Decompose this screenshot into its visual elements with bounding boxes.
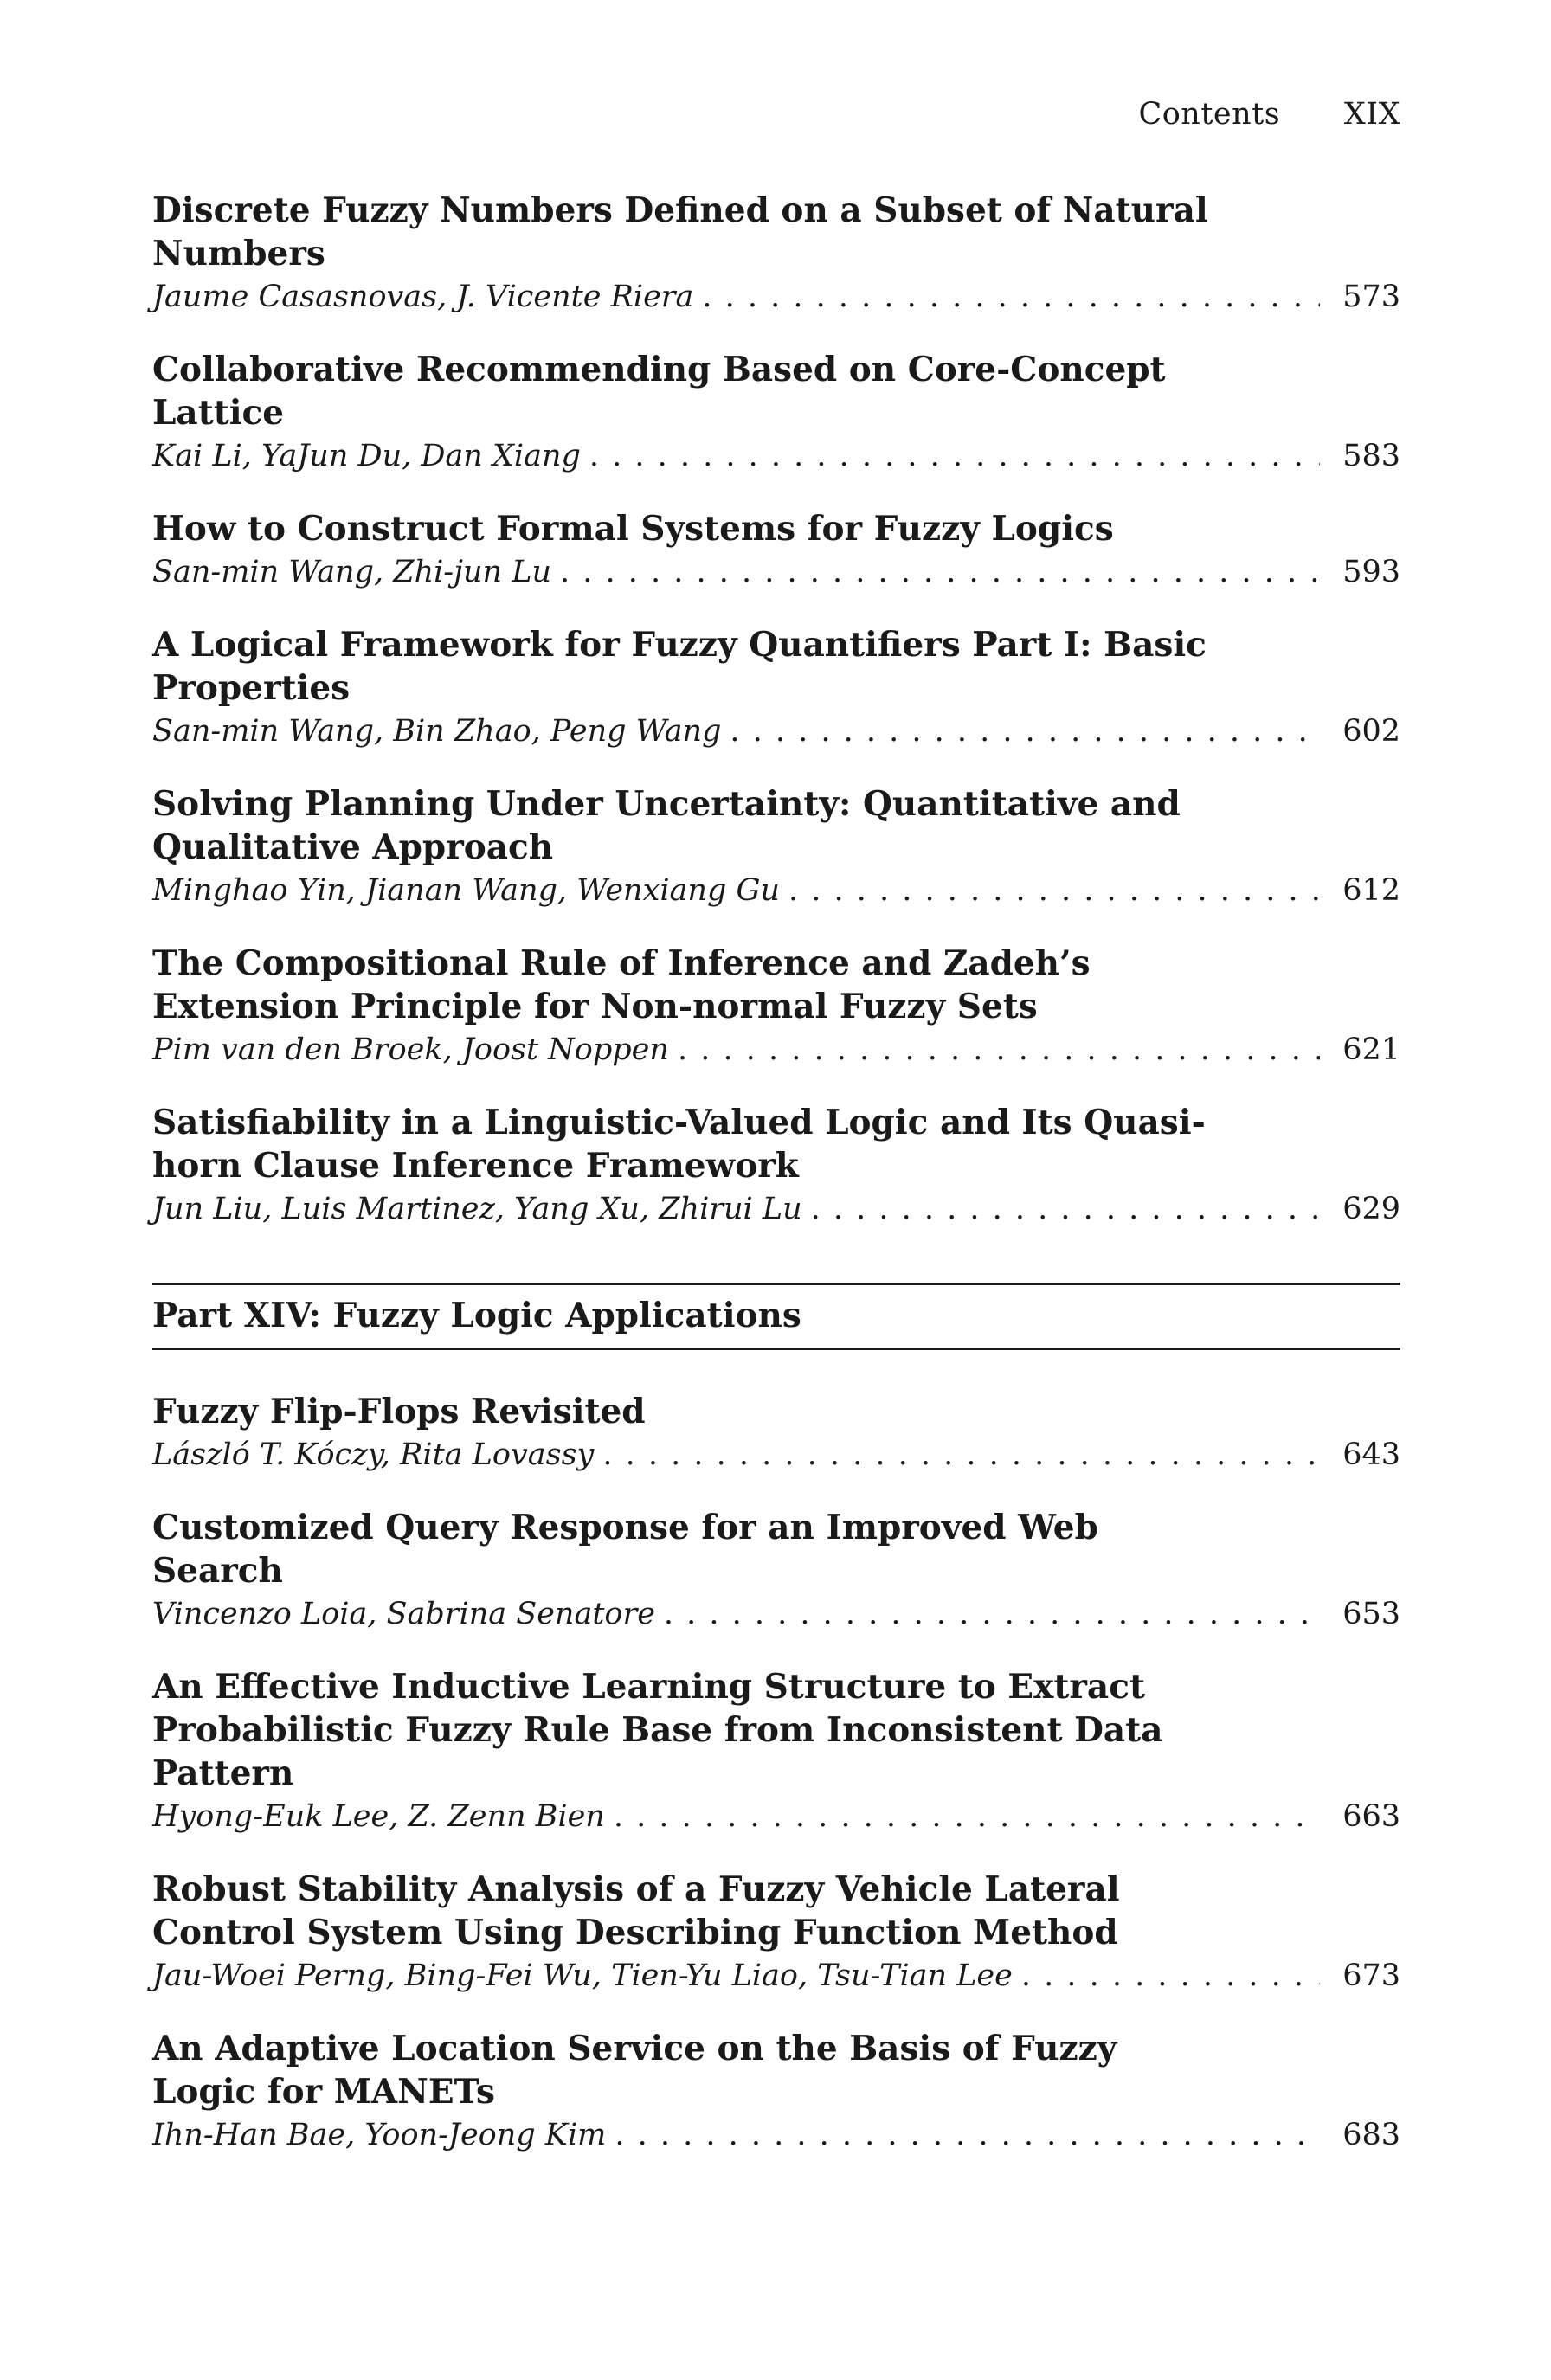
dot-leader — [589, 434, 1320, 478]
entry-line — [152, 710, 1400, 753]
entry-authors: San-min Wang, Bin Zhao, Peng Wang — [152, 714, 722, 749]
toc-entry[interactable] — [152, 1506, 1400, 1636]
entry-line — [152, 1187, 1400, 1231]
entry-line — [152, 1795, 1400, 1838]
entry-page-number: 683 — [1342, 2118, 1400, 2152]
toc-entry[interactable] — [152, 2027, 1400, 2157]
entry-title: Collaborative Recommending Based on Core-Concept Lattice — [152, 350, 1166, 433]
entry-title: Solving Planning Under Uncertainty: Quantitative and Qualitative Approach — [152, 784, 1181, 867]
entry-page-number: 629 — [1342, 1192, 1400, 1226]
entry-title: The Compositional Rule of Inference and Zadeh’s Extension Principle for Non-normal Fuzzy Sets — [152, 943, 1091, 1026]
entry-title: An Adaptive Location Service on the Basis of Fuzzy Logic for MANETs — [152, 2029, 1117, 2112]
entry-line — [152, 2113, 1400, 2157]
toc-entry[interactable] — [152, 507, 1400, 594]
toc-entry[interactable] — [152, 1665, 1400, 1838]
entry-page-number: 593 — [1342, 555, 1400, 589]
part-heading-block — [152, 1283, 1400, 1350]
dot-leader — [602, 1433, 1320, 1476]
toc-entry[interactable] — [152, 1101, 1400, 1231]
dot-leader — [615, 2113, 1320, 2157]
entry-line — [152, 869, 1400, 912]
entry-title: An Effective Inductive Learning Structure to Extract Probabilistic Fuzzy Rule Base from Inconsistent Data Pattern — [152, 1667, 1163, 1793]
entry-authors: Jun Liu, Luis Martinez, Yang Xu, Zhirui Lu — [152, 1192, 802, 1226]
entry-line — [152, 550, 1400, 594]
entry-line — [152, 1592, 1400, 1636]
part-heading[interactable]: Part XIV: Fuzzy Logic Applications — [152, 1296, 801, 1335]
running-head — [1138, 97, 1400, 132]
dot-leader — [811, 1187, 1321, 1231]
running-head-title: Contents — [1138, 97, 1281, 132]
entry-authors: Hyong-Euk Lee, Z. Zenn Bien — [152, 1799, 605, 1834]
dot-leader — [678, 1028, 1320, 1071]
running-head-page-number: XIX — [1343, 97, 1400, 132]
entry-title: Robust Stability Analysis of a Fuzzy Vehicle Lateral Control System Using Describing Function Method — [152, 1869, 1120, 1952]
toc-entry[interactable] — [152, 623, 1400, 753]
toc-entry[interactable] — [152, 782, 1400, 912]
entry-title: How to Construct Formal Systems for Fuzzy Logics — [152, 509, 1114, 549]
entry-authors: Jau-Woei Perng, Bing-Fei Wu, Tien-Yu Liao, Tsu-Tian Lee — [152, 1959, 1013, 1993]
dot-leader — [788, 869, 1320, 912]
entry-line — [152, 275, 1400, 318]
entry-page-number: 621 — [1342, 1032, 1400, 1067]
entry-authors: Vincenzo Loia, Sabrina Senatore — [152, 1597, 655, 1631]
entry-authors: San-min Wang, Zhi-jun Lu — [152, 555, 551, 589]
entry-page-number: 583 — [1342, 439, 1400, 473]
toc-entry[interactable] — [152, 942, 1400, 1071]
entry-authors: Pim van den Broek, Joost Noppen — [152, 1032, 669, 1067]
entry-authors: Jaume Casasnovas, J. Vicente Riera — [152, 280, 694, 314]
entry-authors: Kai Li, YaJun Du, Dan Xiang — [152, 439, 581, 473]
entry-page-number: 573 — [1342, 280, 1400, 314]
entry-title: Customized Query Response for an Improved Web Search — [152, 1508, 1098, 1591]
dot-leader — [702, 275, 1320, 318]
toc-entry[interactable] — [152, 1390, 1400, 1476]
entry-line — [152, 434, 1400, 478]
entry-page-number: 673 — [1342, 1959, 1400, 1993]
entry-page-number: 643 — [1342, 1438, 1400, 1472]
entry-title: Satisfiability in a Linguistic-Valued Logic and Its Quasi-horn Clause Inference Framework — [152, 1103, 1206, 1186]
entry-authors: László T. Kóczy, Rita Lovassy — [152, 1438, 595, 1472]
entry-title: A Logical Framework for Fuzzy Quantifiers Part I: Basic Properties — [152, 625, 1207, 708]
entry-authors: Ihn-Han Bae, Yoon-Jeong Kim — [152, 2118, 607, 2152]
table-of-contents — [152, 189, 1400, 2186]
entry-page-number: 663 — [1342, 1799, 1400, 1834]
entry-page-number: 612 — [1342, 873, 1400, 908]
entry-authors: Minghao Yin, Jianan Wang, Wenxiang Gu — [152, 873, 780, 908]
dot-leader — [614, 1795, 1320, 1838]
entry-title: Fuzzy Flip-Flops Revisited — [152, 1392, 646, 1431]
entry-line — [152, 1028, 1400, 1071]
toc-entry[interactable] — [152, 189, 1400, 318]
dot-leader — [664, 1592, 1320, 1636]
entry-page-number: 602 — [1342, 714, 1400, 749]
entry-page-number: 653 — [1342, 1597, 1400, 1631]
entry-title: Discrete Fuzzy Numbers Defined on a Subset of Natural Numbers — [152, 190, 1208, 273]
entry-line — [152, 1433, 1400, 1476]
toc-entry[interactable] — [152, 1868, 1400, 1997]
dot-leader — [730, 710, 1320, 753]
dot-leader — [1021, 1954, 1320, 1997]
toc-page — [152, 0, 1400, 2380]
dot-leader — [560, 550, 1320, 594]
toc-entry[interactable] — [152, 348, 1400, 478]
entry-line — [152, 1954, 1400, 1997]
